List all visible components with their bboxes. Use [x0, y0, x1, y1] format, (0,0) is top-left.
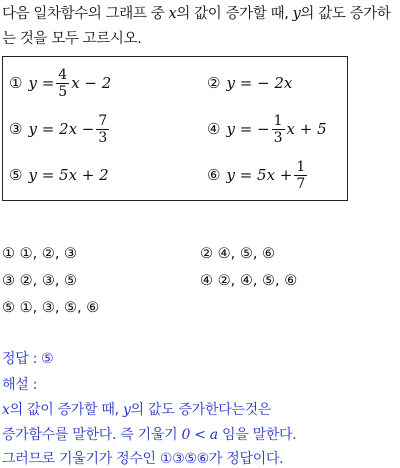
fraction	[96, 113, 109, 146]
fraction	[272, 113, 285, 146]
numerator: 4	[58, 66, 68, 83]
question-line-1	[2, 2, 398, 27]
option-rest: x − 2	[71, 74, 112, 92]
option-6	[207, 155, 309, 195]
option-3	[9, 109, 111, 149]
denominator: 3	[98, 129, 108, 146]
option-number: ⑤	[9, 166, 23, 184]
explanation-part: 증가함수를 말한다. 즉 기울기	[2, 427, 178, 443]
question-line-2: 는 것을 모두 고르시오.	[2, 31, 142, 47]
option-expression: y = 5x + 2	[28, 166, 109, 184]
denominator: 3	[273, 129, 283, 146]
option-lhs: y = −	[226, 120, 270, 138]
numerator: 1	[273, 112, 283, 129]
question-text	[2, 2, 398, 52]
numerator: 1	[296, 158, 306, 175]
question-part: 다음 일차함수의 그래프 중	[2, 6, 165, 22]
option-1	[9, 63, 111, 103]
explanation-part: 임을 말한다.	[222, 427, 297, 443]
option-number: ③	[9, 120, 23, 138]
slope-condition: 0 < a	[181, 427, 218, 443]
answer-choice-2[interactable]: ② ④, ⑤, ⑥	[200, 246, 276, 262]
explanation-label: 해설 :	[2, 377, 38, 393]
option-lhs: y = 2x −	[28, 120, 95, 138]
variable-y: y	[122, 402, 131, 418]
fraction	[56, 67, 69, 100]
question-part: 의 값도 증가하	[300, 6, 391, 22]
option-5	[9, 155, 109, 195]
variable-x: x	[168, 6, 177, 22]
option-expression: y = − 2x	[226, 74, 293, 92]
option-number: ④	[207, 120, 221, 138]
denominator: 5	[58, 83, 68, 100]
option-lhs: y =	[28, 74, 55, 92]
question-part: 의 값이 증가할 때,	[176, 6, 289, 22]
variable-y: y	[292, 6, 301, 22]
option-number: ①	[9, 74, 23, 92]
option-number: ⑥	[207, 166, 221, 184]
variable-x: x	[2, 402, 10, 418]
explanation-line-2	[2, 424, 296, 444]
answer-choice-4[interactable]: ④ ②, ④, ⑤, ⑥	[200, 273, 298, 289]
numerator: 7	[98, 112, 108, 129]
explanation-line-3: 그러므로 기울기가 정수인 ①③⑤⑥가 정답이다.	[2, 451, 284, 467]
option-4	[207, 109, 327, 149]
fraction	[294, 159, 307, 192]
option-2	[207, 63, 292, 103]
explanation-part: 의 값도 증가한다는것은	[130, 402, 272, 418]
answer-choice-1[interactable]: ① ①, ②, ③	[2, 246, 78, 262]
correct-answer: 정답 : ⑤	[2, 351, 54, 367]
options-box	[2, 56, 348, 201]
explanation-line-1	[2, 399, 271, 419]
option-number: ②	[207, 74, 221, 92]
denominator: 7	[296, 175, 306, 192]
option-rest: x + 5	[286, 120, 327, 138]
answer-choice-5[interactable]: ⑤ ①, ③, ⑤, ⑥	[2, 300, 100, 316]
explanation-part: 의 값이 증가할 때,	[9, 402, 119, 418]
answer-choice-3[interactable]: ③ ②, ③, ⑤	[2, 273, 78, 289]
option-lhs: y = 5x +	[226, 166, 293, 184]
